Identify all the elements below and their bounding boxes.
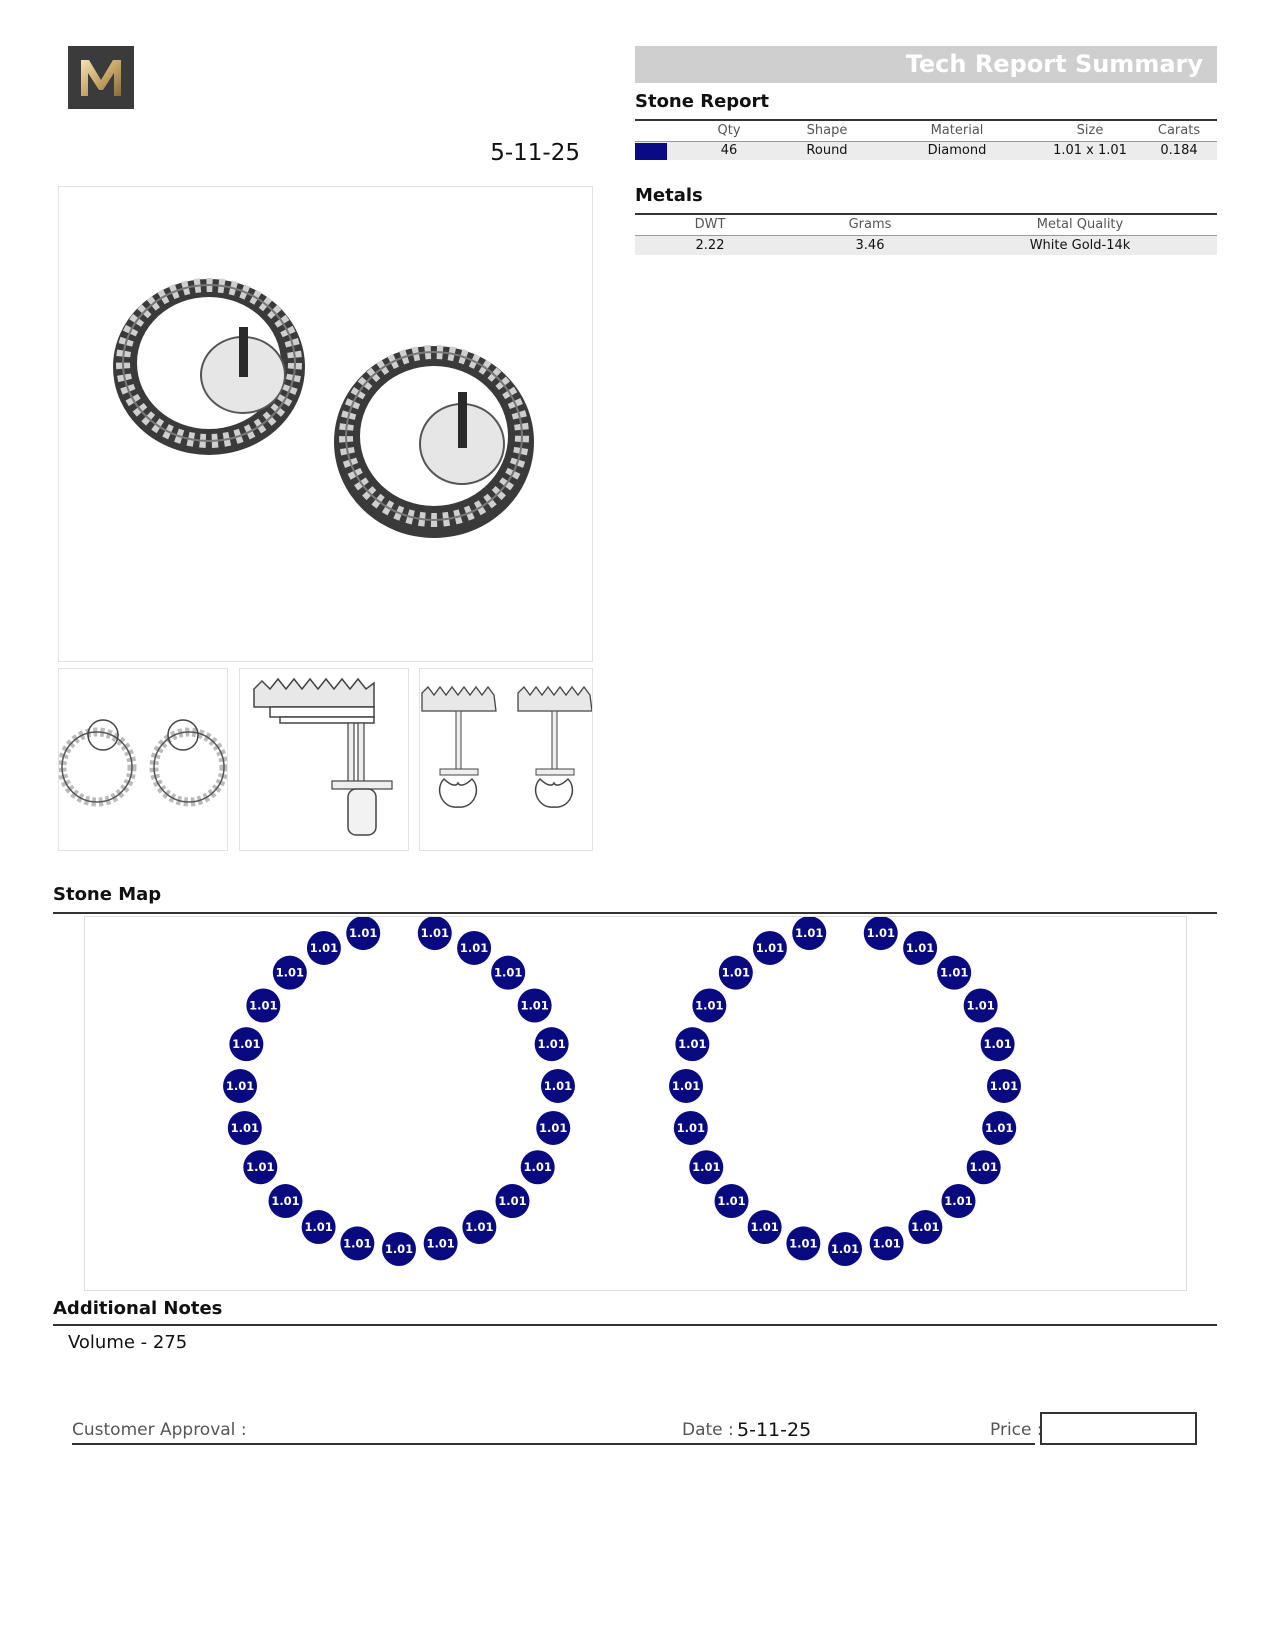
back-view-thumbnail [419, 668, 593, 851]
stone-marker [424, 1226, 458, 1260]
stone-marker [269, 1184, 303, 1218]
stone-marker [228, 1111, 262, 1145]
stone-size-label: 1.01 [795, 926, 824, 941]
stone-marker [229, 1027, 263, 1061]
stone-report-table [635, 123, 1217, 163]
stone-size-label: 1.01 [789, 1236, 818, 1251]
stone-size-label: 1.01 [717, 1194, 746, 1209]
col-header-metal-quality: Metal Quality [1036, 217, 1124, 232]
stone-marker [307, 931, 341, 965]
stone-marker [382, 1232, 416, 1266]
stone-size-label: 1.01 [498, 1194, 527, 1209]
stone-size-label: 1.01 [966, 998, 995, 1013]
stone-map [84, 916, 1187, 1291]
stone-marker [908, 1210, 942, 1244]
stone-size-label: 1.01 [985, 1120, 1014, 1135]
stone-size-label: 1.01 [543, 1078, 573, 1093]
approval-date-label: Date : [682, 1420, 734, 1440]
stone-color-swatch [635, 143, 667, 160]
stone-size-label: 1.01 [872, 1236, 901, 1251]
price-label: Price : [990, 1420, 1043, 1440]
stone-marker [864, 917, 898, 950]
earring-render-left [113, 279, 305, 455]
stone-marker [692, 989, 726, 1023]
stone-size-label: 1.01 [983, 1037, 1012, 1052]
customer-approval-label: Customer Approval : [72, 1420, 247, 1440]
stone-size-label: 1.01 [249, 998, 278, 1013]
stone-marker [669, 1069, 703, 1103]
stone-map-heading: Stone Map [53, 884, 162, 905]
stone-size-label: 1.01 [537, 1037, 566, 1052]
stone-marker [870, 1226, 904, 1260]
stone-marker [521, 1150, 555, 1184]
stone-marker [243, 1150, 277, 1184]
stone-size-label: 1.01 [755, 940, 785, 955]
stone-size-label: 1.01 [225, 1078, 255, 1093]
stone-size-label: 1.01 [678, 1037, 707, 1052]
stone-marker [223, 1069, 257, 1103]
stone-report-rule [635, 119, 1217, 121]
stone-marker [457, 931, 491, 965]
earring-render-right [334, 346, 534, 538]
metal-dwt: 2.22 [695, 238, 725, 253]
col-header-qty: Qty [717, 123, 741, 138]
stone-map-canvas [85, 917, 1186, 1290]
front-view-thumbnail [58, 668, 228, 851]
stone-size-label: 1.01 [420, 926, 449, 941]
stone-marker [346, 917, 380, 950]
additional-notes-rule [53, 1324, 1217, 1326]
col-header-size: Size [1076, 123, 1104, 138]
stone-marker [536, 1111, 570, 1145]
stone-size-label: 1.01 [246, 1160, 275, 1175]
stone-size-label: 1.01 [944, 1194, 973, 1209]
stone-marker [246, 989, 280, 1023]
stone-size-label: 1.01 [750, 1220, 779, 1235]
stone-marker [941, 1184, 975, 1218]
approval-signature-line [72, 1443, 1035, 1445]
report-title: Tech Report Summary [905, 50, 1203, 78]
metal-quality: White Gold-14k [1029, 238, 1131, 253]
stone-carats: 0.184 [1160, 143, 1198, 158]
stone-marker [418, 917, 452, 950]
notes-text: Volume - 275 [68, 1332, 188, 1353]
stone-marker [753, 931, 787, 965]
stone-size-label: 1.01 [905, 940, 935, 955]
report-date: 5-11-25 [490, 140, 580, 166]
stone-size-label: 1.01 [230, 1120, 259, 1135]
stone-size-label: 1.01 [459, 940, 489, 955]
stone-marker [981, 1027, 1015, 1061]
table-row [635, 142, 1217, 160]
stone-size-label: 1.01 [539, 1120, 568, 1135]
company-logo [68, 46, 134, 109]
stone-size-label: 1.01 [520, 998, 549, 1013]
stone-size-label: 1.01 [911, 1220, 940, 1235]
stone-size-label: 1.01 [384, 1242, 414, 1256]
metal-grams: 3.46 [855, 238, 885, 253]
stone-shape: Round [806, 143, 848, 158]
metals-rule [635, 213, 1217, 215]
stone-size-label: 1.01 [232, 1037, 261, 1052]
stone-marker [689, 1150, 723, 1184]
col-header-dwt: DWT [694, 217, 726, 232]
stone-marker [987, 1069, 1021, 1103]
stone-size-label: 1.01 [465, 1220, 494, 1235]
stone-marker [792, 917, 826, 950]
stone-size-label: 1.01 [695, 998, 724, 1013]
stone-marker [273, 956, 307, 990]
stone-size-label: 1.01 [343, 1236, 372, 1251]
stone-marker [828, 1232, 862, 1266]
col-header-shape: Shape [806, 123, 848, 138]
side-view-thumbnail [239, 668, 409, 851]
price-field[interactable] [1040, 1412, 1197, 1445]
stone-marker [937, 956, 971, 990]
stone-size-label: 1.01 [830, 1242, 860, 1256]
report-title-bar [635, 46, 1217, 83]
stone-report-heading: Stone Report [635, 91, 770, 112]
stone-size: 1.01 x 1.01 [1053, 143, 1127, 158]
additional-notes-heading: Additional Notes [53, 1298, 223, 1319]
stone-marker [302, 1210, 336, 1244]
stone-marker [462, 1210, 496, 1244]
stone-size-label: 1.01 [275, 965, 305, 980]
stone-marker [719, 956, 753, 990]
stone-marker [967, 1150, 1001, 1184]
stone-marker [491, 956, 525, 990]
stone-marker [495, 1184, 529, 1218]
table-row [635, 236, 1217, 255]
stone-size-label: 1.01 [939, 965, 969, 980]
metals-heading: Metals [635, 185, 703, 206]
col-header-carats: Carats [1157, 123, 1201, 138]
stone-marker [674, 1111, 708, 1145]
stone-marker [748, 1210, 782, 1244]
main-render-image [58, 186, 593, 662]
stone-marker [340, 1226, 374, 1260]
stone-size-label: 1.01 [426, 1236, 455, 1251]
stone-size-label: 1.01 [969, 1160, 998, 1175]
stone-size-label: 1.01 [692, 1160, 721, 1175]
stone-size-label: 1.01 [721, 965, 751, 980]
stone-material: Diamond [927, 143, 987, 158]
approval-date-value: 5-11-25 [737, 1419, 812, 1441]
stone-map-rule [53, 912, 1217, 914]
stone-size-label: 1.01 [989, 1078, 1019, 1093]
stone-marker [903, 931, 937, 965]
stone-size-label: 1.01 [671, 1078, 701, 1093]
stone-marker [964, 989, 998, 1023]
stone-size-label: 1.01 [271, 1194, 300, 1209]
stone-marker [541, 1069, 575, 1103]
col-header-material: Material [930, 123, 984, 138]
stone-qty: 46 [720, 143, 738, 158]
stone-marker [518, 989, 552, 1023]
stone-size-label: 1.01 [523, 1160, 552, 1175]
stone-size-label: 1.01 [676, 1120, 705, 1135]
stone-size-label: 1.01 [309, 940, 339, 955]
metals-table [635, 217, 1217, 257]
stone-marker [982, 1111, 1016, 1145]
stone-marker [715, 1184, 749, 1218]
stone-marker [535, 1027, 569, 1061]
stone-size-label: 1.01 [493, 965, 523, 980]
stone-marker [786, 1226, 820, 1260]
stone-size-label: 1.01 [349, 926, 378, 941]
stone-marker [675, 1027, 709, 1061]
col-header-grams: Grams [848, 217, 892, 232]
stone-size-label: 1.01 [304, 1220, 333, 1235]
stone-size-label: 1.01 [866, 926, 895, 941]
